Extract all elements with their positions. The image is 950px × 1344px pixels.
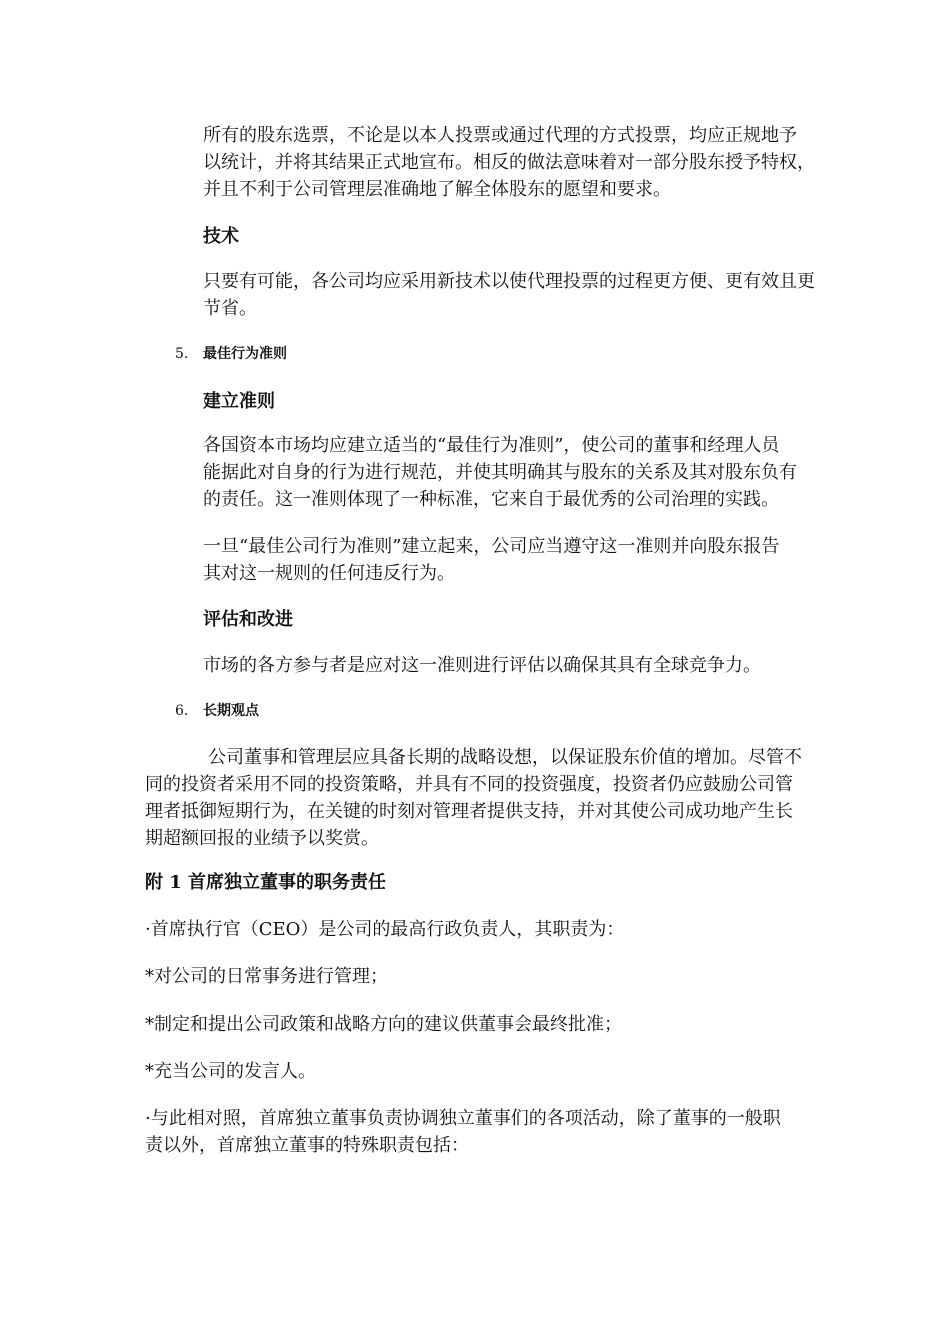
- section-6-title: 长期观点: [203, 703, 259, 719]
- technology-heading: 技术: [203, 226, 239, 247]
- evaluation-paragraph: 市场的各方参与者是应对这一准则进行评估以确保其具有全球竞争力。: [203, 655, 761, 676]
- long-term-paragraph-line-1: 公司董事和管理层应具备长期的战略设想，以保证股东价值的增加。尽管不: [208, 747, 802, 768]
- compliance-paragraph-line-2: 其对这一规则的任何违反行为。: [203, 563, 455, 584]
- long-term-paragraph-line-3: 理者抵御短期行为，在关键的时刻对管理者提供支持，并对其使公司成功地产生长: [145, 801, 793, 822]
- long-term-paragraph-line-4: 期超额回报的业绩予以奖赏。: [145, 828, 379, 849]
- voting-paragraph-line-1: 所有的股东选票，不论是以本人投票或通过代理的方式投票，均应正规地予: [203, 125, 797, 146]
- section-5-title: 最佳行为准则: [203, 346, 287, 362]
- voting-paragraph-line-3: 并且不利于公司管理层准确地了解全体股东的愿望和要求。: [203, 179, 671, 200]
- ceo-duty-1: *对公司的日常事务进行管理；: [145, 966, 388, 987]
- voting-paragraph-line-2: 以统计，并将其结果正式地宣布。相反的做法意味着对一部分股东授予特权，: [203, 152, 815, 173]
- ceo-duty-3: *充当公司的发言人。: [145, 1061, 316, 1082]
- establish-code-heading: 建立准则: [203, 391, 275, 412]
- technology-paragraph-line-1: 只要有可能，各公司均应采用新技术以使代理投票的过程更方便、更有效且更: [203, 271, 815, 292]
- code-paragraph-line-3: 的责任。这一准则体现了一种标准，它来自于最优秀的公司治理的实践。: [203, 489, 779, 510]
- section-6-number: 6.: [175, 703, 189, 719]
- lead-director-line-2: 责以外，首席独立董事的特殊职责包括：: [145, 1135, 469, 1156]
- long-term-paragraph-line-2: 同的投资者采用不同的投资策略，并具有不同的投资强度，投资者仍应鼓励公司管: [145, 774, 793, 795]
- ceo-duty-2: *制定和提出公司政策和战略方向的建议供董事会最终批准；: [145, 1014, 622, 1035]
- technology-paragraph-line-2: 节省。: [203, 298, 257, 319]
- appendix-heading: 附 1 首席独立董事的职务责任: [145, 872, 387, 893]
- section-5-number: 5.: [175, 346, 189, 362]
- compliance-paragraph-line-1: 一旦“最佳公司行为准则”建立起来，公司应当遵守这一准则并向股东报告: [203, 536, 780, 557]
- ceo-intro: ·首席执行官（CEO）是公司的最高行政负责人，其职责为：: [145, 919, 625, 940]
- code-paragraph-line-2: 能据此对自身的行为进行规范，并使其明确其与股东的关系及其对股东负有: [203, 462, 797, 483]
- code-paragraph-line-1: 各国资本市场均应建立适当的“最佳行为准则”，使公司的董事和经理人员: [203, 435, 780, 456]
- lead-director-line-1: ·与此相对照，首席独立董事负责协调独立董事们的各项活动，除了董事的一般职: [145, 1108, 781, 1129]
- evaluation-heading: 评估和改进: [203, 609, 293, 630]
